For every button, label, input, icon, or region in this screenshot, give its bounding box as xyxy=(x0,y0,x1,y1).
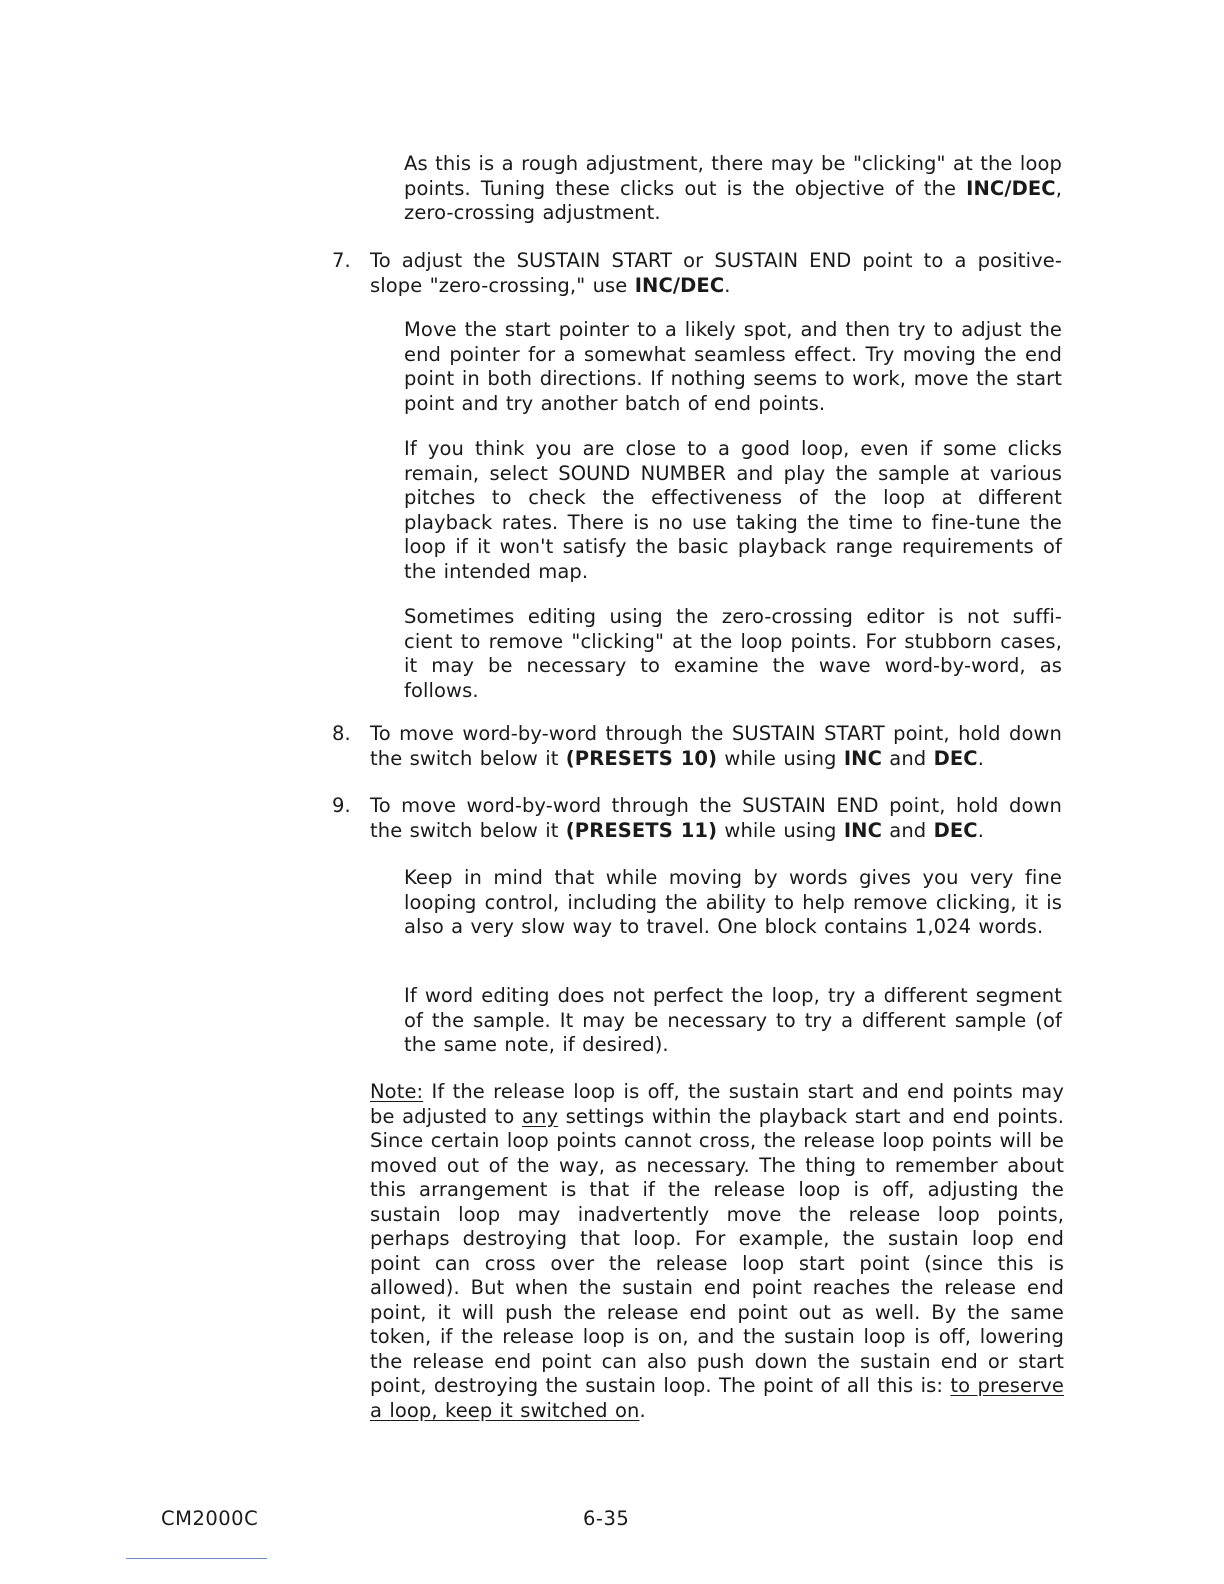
emphasis-any: any xyxy=(521,1104,559,1128)
item-number: 8. xyxy=(332,722,351,745)
presets-key: (PRESETS 10) xyxy=(565,746,718,770)
item-body: To move word-by-word through the SUSTAIN END point, hold down the switch below it (PRESETS 11) while using INC and DEC. xyxy=(370,794,1062,842)
item-body: To adjust the SUSTAIN START or SUSTAIN END point to a positive-slope "zero-crossing," use INC/DEC. xyxy=(370,249,1062,297)
inc-dec-term: INC/DEC xyxy=(634,273,725,297)
dec-key: DEC xyxy=(933,818,978,842)
inc-key: INC xyxy=(843,746,882,770)
list-item-9 xyxy=(332,794,1062,843)
emphasis-conclusion: to preserve a loop, keep it switched on xyxy=(370,1374,1064,1422)
intro-paragraph xyxy=(404,152,1062,226)
word-editing-paragraph: If word editing does not perfect the loop, try a different segment of the sample. It may be necessary to try a different sample (of the same note, if desired). xyxy=(404,984,1062,1056)
close-loop-paragraph: If you think you are close to a good loop, even if some clicks remain, select SOUND NUMBER and play the sample at various pitches to check the effectiveness of the loop at different playback rates. There is no use taking the time to fine-tune the loop if it won't satisfy the basic playback range requirements of the intended map. xyxy=(404,437,1062,583)
presets-key: (PRESETS 11) xyxy=(565,818,718,842)
item-number: 7. xyxy=(332,249,351,272)
move-paragraph: Move the start pointer to a likely spot, and then try to adjust the end pointer for a somewhat seamless effect. Try moving the end point in both directions. If nothing seems to work, move the start point and try another batch of end points. xyxy=(404,318,1062,415)
list-item-8 xyxy=(332,722,1062,771)
item-number: 9. xyxy=(332,794,351,817)
sometimes-paragraph: Sometimes editing using the zero-crossing editor is not suffi- cient to remove "clicking" at the loop points. For stubborn cases, it may be necessary to examine the wave word-by-word, as follows. xyxy=(404,605,1062,702)
keep-in-mind-paragraph: Keep in mind that while moving by words gives you very fine looping control, including the ability to help remove clicking, it is also a very slow way to travel. One block contains 1,024 words. xyxy=(404,866,1062,938)
note-paragraph: Note: If the release loop is off, the sustain start and end points may be adjusted to any settings within the playback start and end points. Since certain loop points cannot cross, the release loop points will be moved out of the way, as necessary. The thing to remember about this arrangement is that if the release loop is off, adjusting the sustain loop may inadvertently move the release loop points, perhaps destroying that loop. For example, the sustain loop end point can cross over the release loop start point (since this is allowed). But when the sustain end point reaches the release end point, it will push the release end point out as well. By the same token, if the release loop is on, and the sustain loop is off, lowering the release end point can also push down the sustain end or start point, destroying the sustain loop. The point of all this is: to preserve a loop, keep it switched on. xyxy=(370,1080,1064,1422)
inc-key: INC xyxy=(843,818,882,842)
intro-text-end: , zero-crossing adjustment. xyxy=(404,176,1062,224)
document-id: CM2000C xyxy=(161,1507,259,1530)
page-number: 6-35 xyxy=(583,1507,630,1530)
intro-text: As this is a rough adjustment, there may be "clicking" at the loop points. Tuning these clicks out is the objective of the xyxy=(404,152,1062,200)
footer-rule xyxy=(126,1558,267,1559)
note-label: Note: xyxy=(370,1080,424,1103)
list-item-7 xyxy=(332,249,1062,298)
dec-key: DEC xyxy=(933,746,978,770)
item-body: To move word-by-word through the SUSTAIN START point, hold down the switch below it (PRESETS 10) while using INC and DEC. xyxy=(370,722,1062,770)
inc-dec-term: INC/DEC xyxy=(966,176,1056,200)
